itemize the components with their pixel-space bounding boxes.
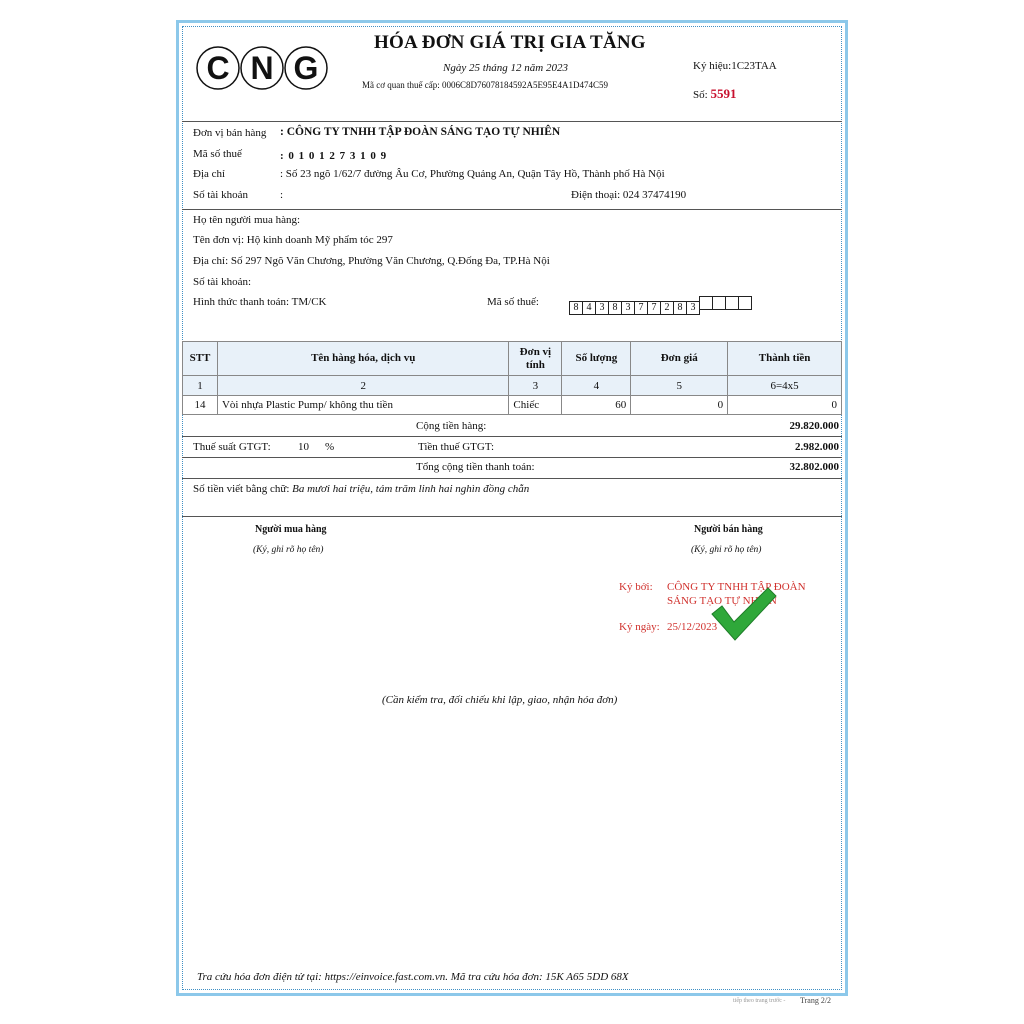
signed-by-line1: CÔNG TY TNHH TẬP ĐOÀN xyxy=(667,581,806,593)
buyer-signature-note: (Ký, ghi rõ họ tên) xyxy=(253,545,324,555)
divider xyxy=(182,209,842,210)
invoice-symbol: Ký hiệu:1C23TAA xyxy=(693,60,777,72)
col-header-stt: STT xyxy=(183,342,218,376)
item-stt: 14 xyxy=(183,396,218,415)
numbering-cell: 3 xyxy=(509,376,562,396)
col-header-unit: Đơn vị tính xyxy=(509,342,562,376)
buyer-tax-label: Mã số thuế: xyxy=(487,296,539,308)
invoice-number-label: Số: xyxy=(693,89,708,101)
numbering-cell: 2 xyxy=(217,376,508,396)
divider xyxy=(182,457,842,458)
buyer-tax-boxes xyxy=(570,296,752,315)
seller-unit-value: : CÔNG TY TNHH TẬP ĐOÀN SÁNG TẠO TỰ NHIÊN xyxy=(280,126,561,138)
total-value: 32.802.000 xyxy=(789,461,839,473)
svg-text:C: C xyxy=(206,50,230,86)
tax-digit-box: 7 xyxy=(647,301,661,315)
vat-label: Tiền thuế GTGT: xyxy=(418,441,495,453)
signed-by-line2: SÁNG TẠO TỰ NHIÊN xyxy=(667,595,777,607)
seller-address-value: : Số 23 ngõ 1/62/7 đường Âu Cơ, Phường Quảng An, Quận Tây Hồ, Thành phố Hà Nội xyxy=(280,168,665,180)
tax-digit-box: 3 xyxy=(621,301,635,315)
table-header-row xyxy=(183,342,842,376)
buyer-address: Địa chỉ: Số 297 Ngõ Văn Chương, Phường Văn Chương, Q.Đống Đa, TP.Hà Nội xyxy=(193,255,550,267)
seller-tax-label: Mã số thuế xyxy=(193,148,242,160)
page-number: Trang 2/2 xyxy=(800,996,832,1005)
vat-rate-label: Thuế suất GTGT: xyxy=(193,441,271,453)
amount-in-words-label: Số tiền viết bằng chữ: xyxy=(193,483,290,495)
tax-digit-box xyxy=(699,296,713,310)
tax-digit-box xyxy=(738,296,752,310)
col-header-price: Đơn giá xyxy=(631,342,728,376)
seller-signature-title: Người bán hàng xyxy=(694,524,763,535)
col-header-amount: Thành tiền xyxy=(728,342,842,376)
buyer-unit: Tên đơn vị: Hộ kinh doanh Mỹ phẩm tóc 297 xyxy=(193,234,393,246)
numbering-cell: 5 xyxy=(631,376,728,396)
item-price: 0 xyxy=(631,396,728,415)
seller-unit-label: Đơn vị bán hàng xyxy=(193,127,267,139)
buyer-signature-title: Người mua hàng xyxy=(255,524,327,535)
seller-phone: Điện thoại: 024 37474190 xyxy=(571,189,687,201)
divider xyxy=(182,478,842,479)
subtotal-label: Cộng tiền hàng: xyxy=(416,420,487,432)
amount-in-words-value: Ba mươi hai triệu, tám trăm linh hai nghìn đồng chẵn xyxy=(292,483,530,495)
numbering-cell: 4 xyxy=(562,376,631,396)
tax-digit-box: 4 xyxy=(582,301,596,315)
tax-digit-box: 3 xyxy=(686,301,700,315)
seller-tax-value: : 0 1 0 1 2 7 3 1 0 9 xyxy=(280,150,388,162)
buyer-name: Họ tên người mua hàng: xyxy=(193,214,301,226)
divider xyxy=(182,516,842,517)
numbering-cell: 1 xyxy=(183,376,218,396)
lookup-note: Tra cứu hóa đơn điện tử tại: https://einvoice.fast.com.vn. Mã tra cứu hóa đơn: 15K A65 5DD 68X xyxy=(197,971,629,983)
invoice-date: Ngày 25 tháng 12 năm 2023 xyxy=(443,62,568,74)
tax-digit-box: 3 xyxy=(595,301,609,315)
continued-note: tiếp theo trang trước - xyxy=(733,998,786,1004)
signature-check-icon xyxy=(708,584,778,644)
vat-value: 2.982.000 xyxy=(795,441,839,453)
col-header-qty: Số lượng xyxy=(562,342,631,376)
invoice-number xyxy=(693,86,736,102)
tax-authority-code: Mã cơ quan thuế cấp: 0006C8D76078184592A5E95E4A1D474C59 xyxy=(362,80,608,90)
table-row xyxy=(183,396,842,415)
item-amount: 0 xyxy=(728,396,842,415)
amount-in-words xyxy=(193,483,529,495)
col-header-name: Tên hàng hóa, dịch vụ xyxy=(217,342,508,376)
seller-address-label: Địa chỉ xyxy=(193,168,226,180)
signed-date-label: Ký ngày: xyxy=(619,621,660,633)
payment-method: Hình thức thanh toán: TM/CK xyxy=(193,296,327,308)
tax-digit-box xyxy=(725,296,739,310)
seller-signature-note: (Ký, ghi rõ họ tên) xyxy=(691,545,762,555)
buyer-account: Số tài khoản: xyxy=(193,276,252,288)
seller-account-value: : xyxy=(280,189,284,201)
signed-date-value: 25/12/2023 xyxy=(667,621,718,633)
items-table xyxy=(182,341,842,415)
numbering-cell: 6=4x5 xyxy=(728,376,842,396)
tax-digit-box: 8 xyxy=(608,301,622,315)
subtotal-value: 29.820.000 xyxy=(789,420,839,432)
item-qty: 60 xyxy=(562,396,631,415)
svg-text:N: N xyxy=(250,50,274,86)
tax-digit-box: 8 xyxy=(673,301,687,315)
item-unit: Chiếc xyxy=(509,396,562,415)
svg-text:G: G xyxy=(293,50,319,86)
vat-rate-value: 10 xyxy=(298,441,309,453)
divider xyxy=(182,121,842,122)
total-label: Tổng cộng tiền thanh toán: xyxy=(416,461,535,473)
vat-rate-unit: % xyxy=(325,441,335,453)
cng-logo xyxy=(196,45,328,91)
signed-by-label: Ký bởi: xyxy=(619,581,653,593)
item-name: Vòi nhựa Plastic Pump/ không thu tiền xyxy=(217,396,508,415)
table-numbering-row xyxy=(183,376,842,396)
divider xyxy=(182,436,842,437)
tax-digit-box: 7 xyxy=(634,301,648,315)
tax-digit-box: 8 xyxy=(569,301,583,315)
tax-digit-box: 2 xyxy=(660,301,674,315)
invoice-title: HÓA ĐƠN GIÁ TRỊ GIA TĂNG xyxy=(374,32,646,53)
tax-digit-box xyxy=(712,296,726,310)
check-note: (Cần kiểm tra, đối chiếu khi lập, giao, nhận hóa đơn) xyxy=(382,694,618,706)
invoice-number-value: 5591 xyxy=(710,86,737,101)
seller-account-label: Số tài khoản xyxy=(193,189,248,201)
